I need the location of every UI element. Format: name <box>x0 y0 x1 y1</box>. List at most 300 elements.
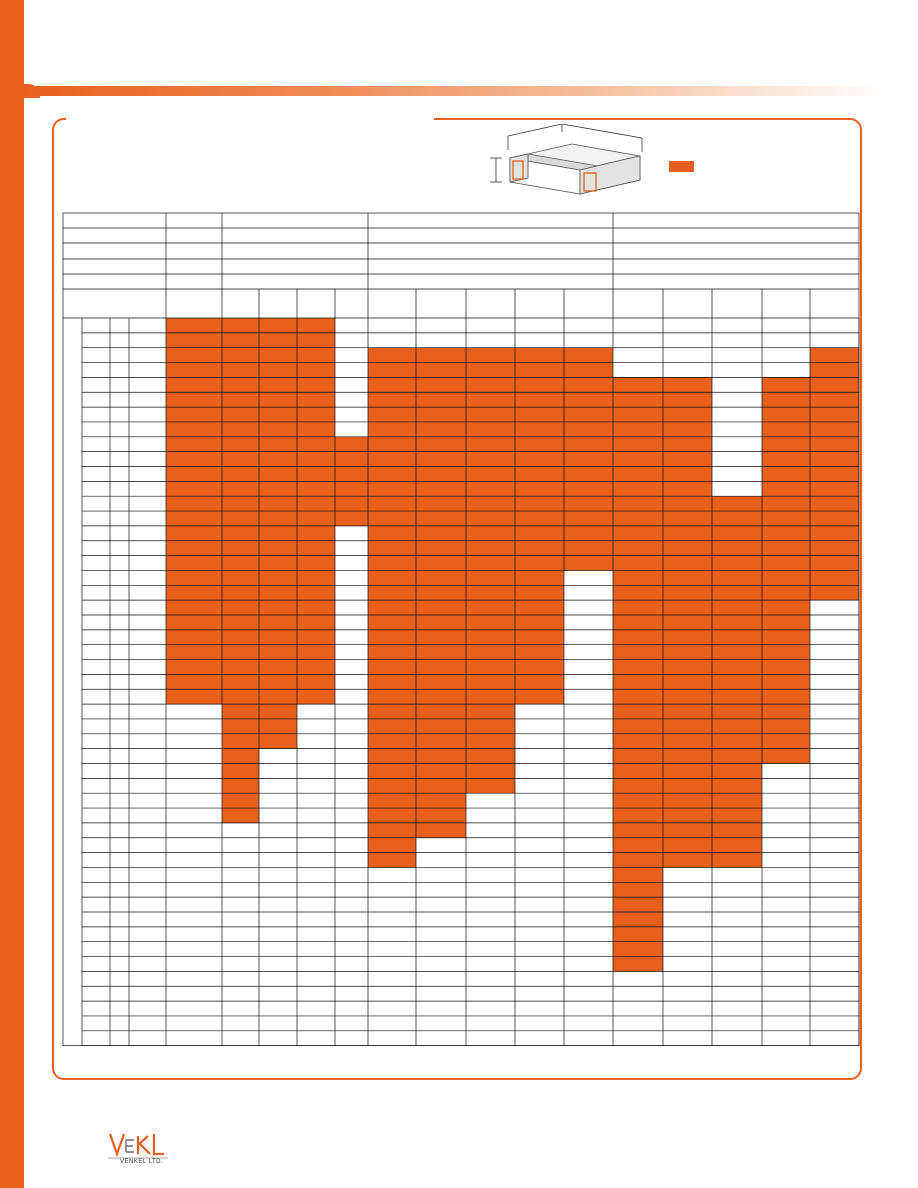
grid-cell-filled <box>297 645 335 660</box>
grid-cell-filled <box>663 764 712 779</box>
grid-cell-filled <box>613 838 663 853</box>
grid-cell-filled <box>663 704 712 719</box>
grid-cell-filled <box>368 734 416 749</box>
grid-cell-filled <box>712 660 762 675</box>
grid-cell-filled <box>222 719 259 734</box>
grid-cell-filled <box>810 481 859 496</box>
grid-cell-filled <box>222 333 259 348</box>
grid-cell-filled <box>712 645 762 660</box>
grid-cell-filled <box>613 645 663 660</box>
grid-cell-filled <box>466 570 515 585</box>
grid-cell-filled <box>564 377 613 392</box>
grid-cell-filled <box>368 481 416 496</box>
grid-cell-filled <box>564 422 613 437</box>
grid-cell-filled <box>762 556 810 571</box>
grid-cell-filled <box>166 630 222 645</box>
grid-cell-filled <box>222 556 259 571</box>
grid-cell-filled <box>762 437 810 452</box>
grid-cell-filled <box>515 392 564 407</box>
grid-cell-filled <box>466 689 515 704</box>
grid-cell-filled <box>515 660 564 675</box>
grid-cell-filled <box>368 793 416 808</box>
grid-cell-filled <box>663 838 712 853</box>
grid-cell-filled <box>259 467 297 482</box>
grid-cell-filled <box>368 526 416 541</box>
grid-cell-filled <box>259 541 297 556</box>
grid-cell-filled <box>712 541 762 556</box>
grid-cell-filled <box>222 764 259 779</box>
grid-cell-filled <box>222 407 259 422</box>
grid-cell-filled <box>222 615 259 630</box>
grid-cell-filled <box>613 407 663 422</box>
grid-cell-filled <box>259 674 297 689</box>
grid-cell-filled <box>416 719 466 734</box>
grid-cell-filled <box>762 689 810 704</box>
grid-cell-filled <box>613 823 663 838</box>
grid-cell-filled <box>368 437 416 452</box>
grid-cell-filled <box>259 452 297 467</box>
grid-cell-filled <box>297 689 335 704</box>
grid-cell-filled <box>663 526 712 541</box>
grid-cell-filled <box>712 600 762 615</box>
grid-cell-filled <box>297 318 335 333</box>
grid-cell-filled <box>368 704 416 719</box>
grid-cell-filled <box>166 570 222 585</box>
grid-cell-filled <box>368 363 416 378</box>
grid-cell-filled <box>613 422 663 437</box>
grid-cell-filled <box>663 853 712 868</box>
grid-cell-filled <box>466 719 515 734</box>
grid-cell-filled <box>368 823 416 838</box>
grid-cell-filled <box>297 674 335 689</box>
grid-cell-filled <box>515 570 564 585</box>
grid-cell-filled <box>466 778 515 793</box>
grid-cell-filled <box>663 734 712 749</box>
grid-cell-filled <box>259 496 297 511</box>
grid-cell-filled <box>564 437 613 452</box>
grid-cell-filled <box>222 689 259 704</box>
grid-cell-filled <box>613 585 663 600</box>
grid-cell-filled <box>515 689 564 704</box>
grid-cell-filled <box>259 511 297 526</box>
grid-cell-filled <box>466 407 515 422</box>
grid-cell-filled <box>712 793 762 808</box>
grid-cell-filled <box>762 719 810 734</box>
grid-cell-filled <box>222 348 259 363</box>
grid-cell-filled <box>663 541 712 556</box>
grid-cell-filled <box>810 496 859 511</box>
grid-cell-filled <box>613 511 663 526</box>
grid-cell-filled <box>259 645 297 660</box>
grid-cell-filled <box>416 585 466 600</box>
grid-cell-filled <box>466 467 515 482</box>
grid-cell-filled <box>810 570 859 585</box>
grid-cell-filled <box>712 764 762 779</box>
grid-cell-filled <box>466 437 515 452</box>
grid-cell-filled <box>712 704 762 719</box>
grid-cell-filled <box>663 437 712 452</box>
grid-cell-filled <box>368 422 416 437</box>
grid-cell-filled <box>297 526 335 541</box>
grid-cell-filled <box>222 749 259 764</box>
grid-cell-filled <box>613 793 663 808</box>
grid-cell-filled <box>368 749 416 764</box>
grid-cell-filled <box>416 689 466 704</box>
grid-cell-filled <box>259 660 297 675</box>
grid-cell-filled <box>368 615 416 630</box>
grid-cell-filled <box>613 541 663 556</box>
grid-cell-filled <box>416 749 466 764</box>
grid-cell-filled <box>515 645 564 660</box>
grid-cell-filled <box>222 585 259 600</box>
grid-cell-filled <box>712 556 762 571</box>
grid-cell-filled <box>259 526 297 541</box>
grid-cell-filled <box>515 377 564 392</box>
grid-cell-filled <box>335 452 368 467</box>
grid-cell-filled <box>166 392 222 407</box>
grid-cell-filled <box>762 660 810 675</box>
grid-cell-filled <box>712 719 762 734</box>
grid-cell-filled <box>762 674 810 689</box>
grid-cell-filled <box>810 392 859 407</box>
grid-cell-filled <box>663 496 712 511</box>
grid-cell-filled <box>368 689 416 704</box>
grid-cell-filled <box>166 645 222 660</box>
grid-cell-filled <box>810 526 859 541</box>
grid-cell-filled <box>613 942 663 957</box>
grid-cell-filled <box>222 570 259 585</box>
grid-cell-filled <box>222 600 259 615</box>
grid-cell-filled <box>166 333 222 348</box>
grid-cell-filled <box>466 764 515 779</box>
grid-cell-filled <box>515 467 564 482</box>
grid-cell-filled <box>222 526 259 541</box>
grid-cell-filled <box>810 541 859 556</box>
grid-cell-filled <box>810 452 859 467</box>
grid-cell-filled <box>712 749 762 764</box>
grid-cell-filled <box>515 674 564 689</box>
grid-cell-filled <box>663 689 712 704</box>
grid-cell-filled <box>466 526 515 541</box>
grid-cell-filled <box>613 882 663 897</box>
grid-cell-filled <box>416 541 466 556</box>
grid-cell-filled <box>416 422 466 437</box>
grid-cell-filled <box>416 392 466 407</box>
grid-cell-filled <box>613 764 663 779</box>
grid-cell-filled <box>297 407 335 422</box>
grid-cell-filled <box>416 496 466 511</box>
grid-cell-filled <box>762 645 810 660</box>
grid-cell-filled <box>368 585 416 600</box>
grid-cell-filled <box>222 660 259 675</box>
grid-cell-filled <box>166 615 222 630</box>
grid-cell-filled <box>466 511 515 526</box>
grid-cell-filled <box>515 481 564 496</box>
grid-cell-filled <box>712 585 762 600</box>
grid-cell-filled <box>466 660 515 675</box>
grid-cell-filled <box>368 467 416 482</box>
grid-cell-filled <box>222 452 259 467</box>
grid-cell-filled <box>810 511 859 526</box>
grid-cell-filled <box>259 704 297 719</box>
grid-cell-filled <box>368 719 416 734</box>
grid-cell-filled <box>416 556 466 571</box>
grid-cell-filled <box>613 749 663 764</box>
venkel-logo-icon <box>108 1128 168 1160</box>
grid-cell-filled <box>663 615 712 630</box>
grid-cell-filled <box>222 318 259 333</box>
grid-cell-filled <box>466 541 515 556</box>
grid-cell-filled <box>466 585 515 600</box>
grid-cell-filled <box>222 793 259 808</box>
grid-cell-filled <box>166 481 222 496</box>
grid-cell-filled <box>762 422 810 437</box>
grid-cell-filled <box>166 689 222 704</box>
grid-cell-filled <box>564 467 613 482</box>
grid-cell-filled <box>166 674 222 689</box>
grid-cell-filled <box>297 600 335 615</box>
grid-cell-filled <box>368 764 416 779</box>
grid-cell-filled <box>564 556 613 571</box>
grid-cell-filled <box>297 363 335 378</box>
grid-cell-filled <box>368 511 416 526</box>
grid-cell-filled <box>166 437 222 452</box>
grid-cell-filled <box>613 392 663 407</box>
grid-cell-filled <box>515 600 564 615</box>
grid-cell-filled <box>222 778 259 793</box>
grid-cell-filled <box>515 556 564 571</box>
grid-cell-filled <box>613 808 663 823</box>
grid-cell-filled <box>663 630 712 645</box>
grid-cell-filled <box>259 719 297 734</box>
grid-cell-filled <box>166 496 222 511</box>
grid-cell-filled <box>663 570 712 585</box>
grid-cell-filled <box>663 422 712 437</box>
grid-cell-filled <box>613 927 663 942</box>
grid-cell-filled <box>222 734 259 749</box>
grid-cell-filled <box>663 407 712 422</box>
grid-cell-filled <box>613 377 663 392</box>
grid-cell-filled <box>297 660 335 675</box>
grid-cell-filled <box>712 615 762 630</box>
grid-cell-filled <box>810 467 859 482</box>
grid-cell-filled <box>613 674 663 689</box>
grid-cell-filled <box>613 897 663 912</box>
grid-cell-filled <box>166 526 222 541</box>
grid-cell-filled <box>368 496 416 511</box>
grid-cell-filled <box>663 377 712 392</box>
grid-cell-filled <box>222 511 259 526</box>
grid-cell-filled <box>466 392 515 407</box>
grid-cell-filled <box>297 615 335 630</box>
grid-cell-filled <box>297 467 335 482</box>
grid-cell-filled <box>810 437 859 452</box>
grid-cell-filled <box>416 615 466 630</box>
grid-cell-filled <box>416 363 466 378</box>
grid-cell-filled <box>613 556 663 571</box>
grid-cell-filled <box>166 556 222 571</box>
grid-cell-filled <box>515 541 564 556</box>
grid-cell-filled <box>564 407 613 422</box>
grid-cell-filled <box>259 333 297 348</box>
grid-cell-filled <box>762 615 810 630</box>
grid-cell-filled <box>259 392 297 407</box>
grid-cell-filled <box>259 318 297 333</box>
grid-cell-filled <box>663 823 712 838</box>
grid-cell-filled <box>762 392 810 407</box>
grid-cell-filled <box>564 392 613 407</box>
grid-cell-filled <box>416 823 466 838</box>
grid-cell-filled <box>335 467 368 482</box>
grid-cell-filled <box>663 452 712 467</box>
grid-cell-filled <box>416 778 466 793</box>
grid-cell-filled <box>515 452 564 467</box>
grid-cell-filled <box>259 585 297 600</box>
grid-cell-filled <box>259 363 297 378</box>
grid-cell-filled <box>712 823 762 838</box>
grid-cell-filled <box>712 853 762 868</box>
grid-cell-filled <box>762 704 810 719</box>
grid-cell-filled <box>368 377 416 392</box>
grid-cell-filled <box>259 556 297 571</box>
grid-cell-filled <box>259 481 297 496</box>
grid-cell-filled <box>368 645 416 660</box>
grid-cell-filled <box>712 511 762 526</box>
grid-cell-filled <box>222 437 259 452</box>
grid-cell-filled <box>466 704 515 719</box>
grid-cell-filled <box>613 570 663 585</box>
grid-cell-filled <box>259 437 297 452</box>
grid-cell-filled <box>663 585 712 600</box>
grid-cell-filled <box>222 645 259 660</box>
grid-cell-filled <box>416 348 466 363</box>
grid-cell-filled <box>297 422 335 437</box>
grid-cell-filled <box>762 377 810 392</box>
grid-cell-filled <box>613 957 663 972</box>
grid-cell-filled <box>712 570 762 585</box>
grid-cell-filled <box>762 541 810 556</box>
grid-cell-filled <box>613 912 663 927</box>
grid-cell-filled <box>368 853 416 868</box>
grid-cell-filled <box>222 481 259 496</box>
grid-cell-filled <box>466 600 515 615</box>
grid-cell-filled <box>810 363 859 378</box>
grid-cell-filled <box>368 392 416 407</box>
grid-cell-filled <box>613 615 663 630</box>
grid-cell-filled <box>762 585 810 600</box>
grid-cell-filled <box>368 407 416 422</box>
grid-cell-filled <box>416 764 466 779</box>
grid-cell-filled <box>663 511 712 526</box>
grid-cell-filled <box>564 363 613 378</box>
grid-cell-filled <box>762 511 810 526</box>
grid-cell-filled <box>663 674 712 689</box>
grid-cell-filled <box>297 511 335 526</box>
grid-cell-filled <box>416 660 466 675</box>
grid-cell-filled <box>297 541 335 556</box>
grid-cell-filled <box>515 585 564 600</box>
grid-cell-filled <box>368 600 416 615</box>
grid-cell-filled <box>166 600 222 615</box>
grid-cell-filled <box>297 585 335 600</box>
grid-cell-filled <box>613 452 663 467</box>
grid-cell-filled <box>613 481 663 496</box>
grid-cell-filled <box>762 526 810 541</box>
grid-cell-filled <box>166 467 222 482</box>
grid-cell-filled <box>613 526 663 541</box>
grid-cell-filled <box>166 363 222 378</box>
grid-cell-filled <box>368 660 416 675</box>
grid-cell-filled <box>762 467 810 482</box>
grid-cell-filled <box>335 481 368 496</box>
grid-cell-filled <box>166 541 222 556</box>
grid-cell-filled <box>613 600 663 615</box>
grid-cell-filled <box>810 407 859 422</box>
grid-cell-filled <box>416 704 466 719</box>
grid-cell-filled <box>663 660 712 675</box>
grid-cell-filled <box>466 645 515 660</box>
grid-cell-filled <box>259 630 297 645</box>
grid-cell-filled <box>712 808 762 823</box>
grid-cell-filled <box>613 437 663 452</box>
grid-cell-filled <box>416 526 466 541</box>
grid-cell-filled <box>416 452 466 467</box>
grid-cell-filled <box>762 452 810 467</box>
grid-cell-filled <box>222 377 259 392</box>
grid-cell-filled <box>222 392 259 407</box>
grid-cell-filled <box>515 526 564 541</box>
grid-cell-filled <box>166 422 222 437</box>
grid-cell-filled <box>712 778 762 793</box>
grid-cell-filled <box>762 600 810 615</box>
grid-cell-filled <box>297 452 335 467</box>
grid-cell-filled <box>166 585 222 600</box>
grid-cell-filled <box>466 377 515 392</box>
grid-cell-filled <box>613 853 663 868</box>
grid-cell-filled <box>564 526 613 541</box>
grid-cell-filled <box>166 377 222 392</box>
grid-cell-filled <box>222 363 259 378</box>
grid-cell-filled <box>368 452 416 467</box>
grid-cell-filled <box>762 481 810 496</box>
grid-cell-filled <box>663 793 712 808</box>
grid-cell-filled <box>613 689 663 704</box>
grid-cell-filled <box>368 808 416 823</box>
grid-cell-filled <box>259 422 297 437</box>
grid-cell-filled <box>222 541 259 556</box>
grid-cell-filled <box>297 496 335 511</box>
grid-cell-filled <box>762 570 810 585</box>
grid-cell-filled <box>810 556 859 571</box>
grid-cell-filled <box>368 570 416 585</box>
grid-cell-filled <box>564 481 613 496</box>
grid-cell-filled <box>297 630 335 645</box>
grid-cell-filled <box>515 511 564 526</box>
grid-cell-filled <box>466 749 515 764</box>
grid-cell-filled <box>762 734 810 749</box>
grid-cell-filled <box>712 838 762 853</box>
grid-cell-filled <box>762 749 810 764</box>
grid-cell-filled <box>810 585 859 600</box>
grid-cell-filled <box>416 630 466 645</box>
grid-cell-filled <box>712 526 762 541</box>
grid-cell-filled <box>466 734 515 749</box>
grid-cell-filled <box>564 348 613 363</box>
grid-cell-filled <box>259 734 297 749</box>
grid-cell-filled <box>663 808 712 823</box>
grid-cell-filled <box>466 481 515 496</box>
grid-cell-filled <box>416 511 466 526</box>
